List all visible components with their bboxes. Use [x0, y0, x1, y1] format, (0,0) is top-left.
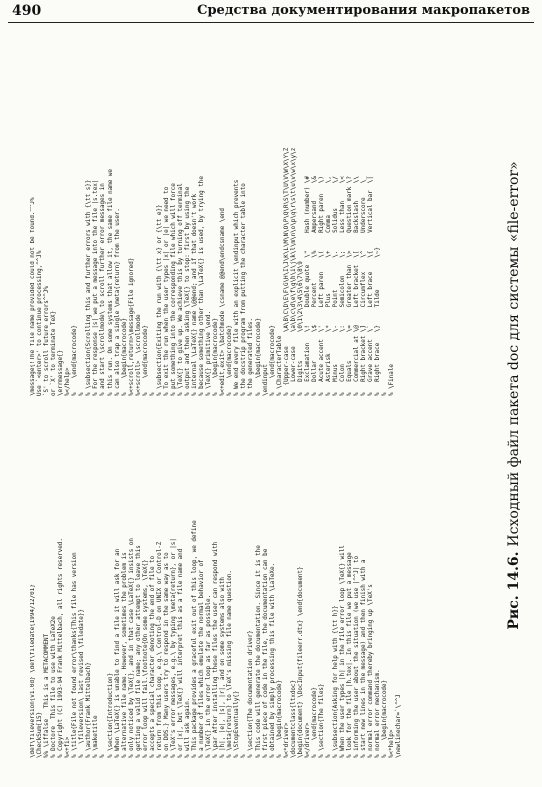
code-line: % look for the file |h.tex|. In this file we put a message: [347, 552, 354, 758]
code-line: \CheckSum{15}: [37, 711, 44, 758]
code-line: % \begin{macrocode}: [121, 317, 128, 396]
code-line: % alternative file name. However, sometimes the problem is: [121, 552, 128, 758]
code-line: % \TeX{} primitive \end.: [206, 310, 213, 396]
code-line: % Dollar \$ Percent \% Ampersand \&: [311, 176, 318, 396]
code-line: % For the response |s| we put a message into the file |s.tex|: [93, 179, 100, 396]
code-line: % {Upper-case \A\B\C\D\E\F\G\H\I\J\K\L\M\N\O\P\Q\R\S\T\U\V\W\X\Y\Z: [283, 147, 290, 396]
code-line: % \section{Introduction}: [107, 672, 114, 758]
code-line: % Commercial at \@ Left bracket \[ Backslash \\: [354, 176, 361, 396]
code-line: % \TeX{} in the error loop as far as possible.: [206, 594, 213, 758]
code-line: % normal error command thereby bringing up \TeX's: [368, 584, 375, 758]
code-line: % a number of files which emulate the normal behavior of: [199, 559, 206, 758]
code-line: %: [325, 754, 332, 758]
code-line: % This package provides a graceful exit out of this loop, we define: [192, 520, 199, 758]
code-line: % \end{macrocode}: [227, 325, 234, 396]
code-line: % Right bracket \] Circumflex \^ Underscore \_: [361, 176, 368, 396]
code-line: \errmessage{}: [58, 349, 65, 396]
running-head: Средства документирования макропакетов: [197, 3, 530, 18]
code-line: % this run. On some systems that allow it, the same file name we: [107, 169, 114, 396]
code-line: % informing the user about the situation (we use |^^J| to: [354, 555, 361, 758]
code-line: % start new lines in the message) and then finish with a: [361, 559, 368, 758]
code-line: % accepts a special character denoting the end of file to: [149, 555, 156, 758]
code-line: % Exclamation \! Double quote \" Hash (number) \#: [304, 176, 311, 396]
code-line: % getting a valid file name; any other attempt to leave this: [135, 545, 142, 758]
caption-label: Рис. 14.6.: [506, 551, 522, 630]
code-line: %<+edit,exit> \batchmode \csname @@end\endcsname \end: [220, 208, 227, 396]
code-line: % Colon \: Semicolon \; Less than \<: [340, 176, 347, 396]
code-line: % \end{macrocode}: [269, 325, 276, 396]
code-line: %% \iffalse This is a METACOMMENT: [44, 633, 51, 758]
code-line: % put something into the corresponding file which will force: [170, 183, 177, 396]
code-line: % can also trap a single \meta{return} from the user.: [114, 208, 121, 396]
code-line: % will ask again.: [185, 697, 192, 758]
code-line: % Copyright (C) 1993-94 Frank Mittelbach, all rights reserved.: [58, 538, 65, 758]
code-line: % \Finale: [389, 364, 396, 396]
code-line: % \subsection{Scrolling this and further errors with {\tt s}}: [86, 179, 93, 396]
code-line: % Right brace \} Tilde \~}: [375, 247, 382, 396]
code-line: % or |x|, but \TeX{} will interpret this as a file name and: [177, 548, 184, 758]
code-line: % Equals \= Greater than \> Question mark \?: [347, 176, 354, 396]
code-column-left: [30, 408, 498, 758]
code-line: %: [149, 392, 156, 396]
code-line: % \begin{macrocode}: [255, 317, 262, 396]
code-line: % \title{File not found error\thanks{This file has version: [72, 552, 79, 758]
code-line: % This code will generate the documentation. Since it is the: [255, 545, 262, 758]
code-line: % and start \scrollmode\ to scroll further error messages in: [100, 183, 107, 396]
code-line: Use `<enter>' to continue processing,^^J%: [37, 250, 44, 396]
code-line: `S' to scroll future errors^^J%: [44, 286, 51, 396]
code-line: \newlinechar=`\^^J: [396, 694, 403, 758]
code-line: % We end every file with an explicit \endinput which prevents: [234, 179, 241, 396]
code-line: % Digits \0\1\2\3\4\5\6\7\8\9: [297, 261, 304, 396]
code-line: %: [100, 754, 107, 758]
code-line: % Asterisk \* Plus \+ Comma \,: [325, 176, 332, 396]
code-line: % Doctore This file to use with LaTeX2e: [51, 616, 58, 758]
code-line: % \CharacterTable: [276, 335, 283, 396]
code-line: % error loop will fail.\footnote{On some systems, \TeX{}: [142, 559, 149, 758]
code-line: % \end{macrocode}: [142, 325, 149, 396]
code-line: %<+scroll,return>\message{File ignored}: [128, 257, 135, 396]
code-line: % \subsection{Exiting the run with {\tt x} or {\tt e}}: [156, 204, 163, 396]
code-line: \message{!The file name provided could not be found.^^J%: [30, 197, 36, 396]
code-line: % \StopEventually{}: [234, 690, 241, 758]
code-line: % \fileversion\ last revised \filedate}}: [79, 609, 86, 758]
code-line: % \author{Frank Mittelbach}: [86, 662, 93, 758]
code-line: % Acute accent \' Left paren \( Right paren \): [318, 176, 325, 396]
code-line: %<+scroll> \scrollmode: [135, 314, 142, 396]
code-line: \def\fileversion{v1.0d} \def\filedate{1994/12/01}: [30, 584, 36, 758]
code-line: % \begin{macrocode}: [382, 679, 389, 758]
code-line: % normal error mechanism.: [375, 669, 382, 758]
code-line: % \TeX{} to give up. We achieve this by turning off terminal: [177, 183, 184, 396]
code-line: \endinput: [262, 364, 269, 396]
code-line: % \begin{macrocode}: [276, 679, 283, 758]
code-line: % \end{macrocode}: [72, 325, 79, 396]
code-line: % only noticed by \TeX{}, and in that case \LaTeX{} insists on: [128, 538, 135, 758]
code-line: % because something other than \LaTeX{} is used, by trying the: [199, 176, 206, 396]
code-line: % When \LaTeX{} is unable to find a file it will ask for an: [114, 548, 121, 758]
figure-caption: [506, 33, 522, 758]
code-line: % Grave accent \` Left brace \{ Vertical bar \|: [368, 176, 375, 396]
rotated-figure: [28, 33, 533, 758]
code-line: % the generated files.: [248, 317, 255, 396]
code-line: %<*help>: [389, 729, 396, 758]
code-line: % \section{The documentation driver}: [248, 630, 255, 758]
code-line: % \TeX's error messages, e.g.\ by typing \meta{return}, or |s|: [170, 538, 177, 758]
code-line: % return from this loop, e.g.\ Control-D on UNIX or Control-Z: [156, 541, 163, 758]
page-header: [8, 0, 534, 23]
code-line: % \subsection{Asking for help with {\tt h}}: [333, 605, 340, 758]
code-line: %<+fi>: [65, 736, 72, 758]
page-number: 490: [12, 3, 42, 19]
code-line: % When the user types |h| in the file error loop \TeX{} will: [340, 545, 347, 758]
code-line: % the docstrip program from putting the character table into: [241, 183, 248, 396]
code-line: % obtained by simply processing this file with \LaTeXe.: [269, 562, 276, 758]
code-line: %</help>: [65, 367, 72, 396]
code-line: %<*driver>: [283, 722, 290, 758]
code-line: % |h|, |e|, |s|, |r|, and on some systems also with: [220, 577, 227, 758]
code-line: or `X' to terminate TeX}: [51, 310, 58, 396]
code-line: % first piece of code in the file, the documentation can be: [262, 548, 269, 758]
code-line: % \par After installing these files the user can respond with: [213, 541, 220, 758]
code-line: % \end{macrocode}: [311, 687, 318, 758]
code-line: % \begin{macrocode}: [213, 317, 220, 396]
code-line: % \section{The files}: [318, 683, 325, 758]
code-line: % Minus \- Point \. Solidus \/: [333, 176, 340, 396]
code-line: %: [382, 392, 389, 396]
code-column-right: [30, 36, 498, 396]
code-line: %: [79, 392, 86, 396]
caption-text: Исходный файл пакета doc для системы «file-error»: [506, 161, 522, 547]
code-line: % \meta{return} to \TeX's missing file name question.: [227, 570, 234, 758]
code-line: \begin{document} \DocInput{fileerr.dtx} \end{document}: [297, 566, 304, 758]
code-line: % internal \LaTeX{} name \@@end; and if that doesn't work: [192, 193, 199, 396]
code-line: % To exit the run when the user types |x| or |e| we need to: [163, 186, 170, 396]
code-line: %: [241, 754, 248, 758]
code-line: % output and then asking \TeX{} to stop: first by using the: [185, 186, 192, 396]
code-line: % on DOS.} Many users try to respond in the same way as to: [163, 552, 170, 758]
code-line: % \maketitle: [93, 715, 100, 758]
code-line: % Lower-case \a\b\c\d\e\f\g\h\i\j\k\l\m\n\o\p\q\r\s\t\u\v\w\x\y\z: [290, 147, 297, 396]
code-line: %</driver>: [304, 722, 311, 758]
code-line: \documentclass{ltxdoc}: [290, 679, 297, 758]
